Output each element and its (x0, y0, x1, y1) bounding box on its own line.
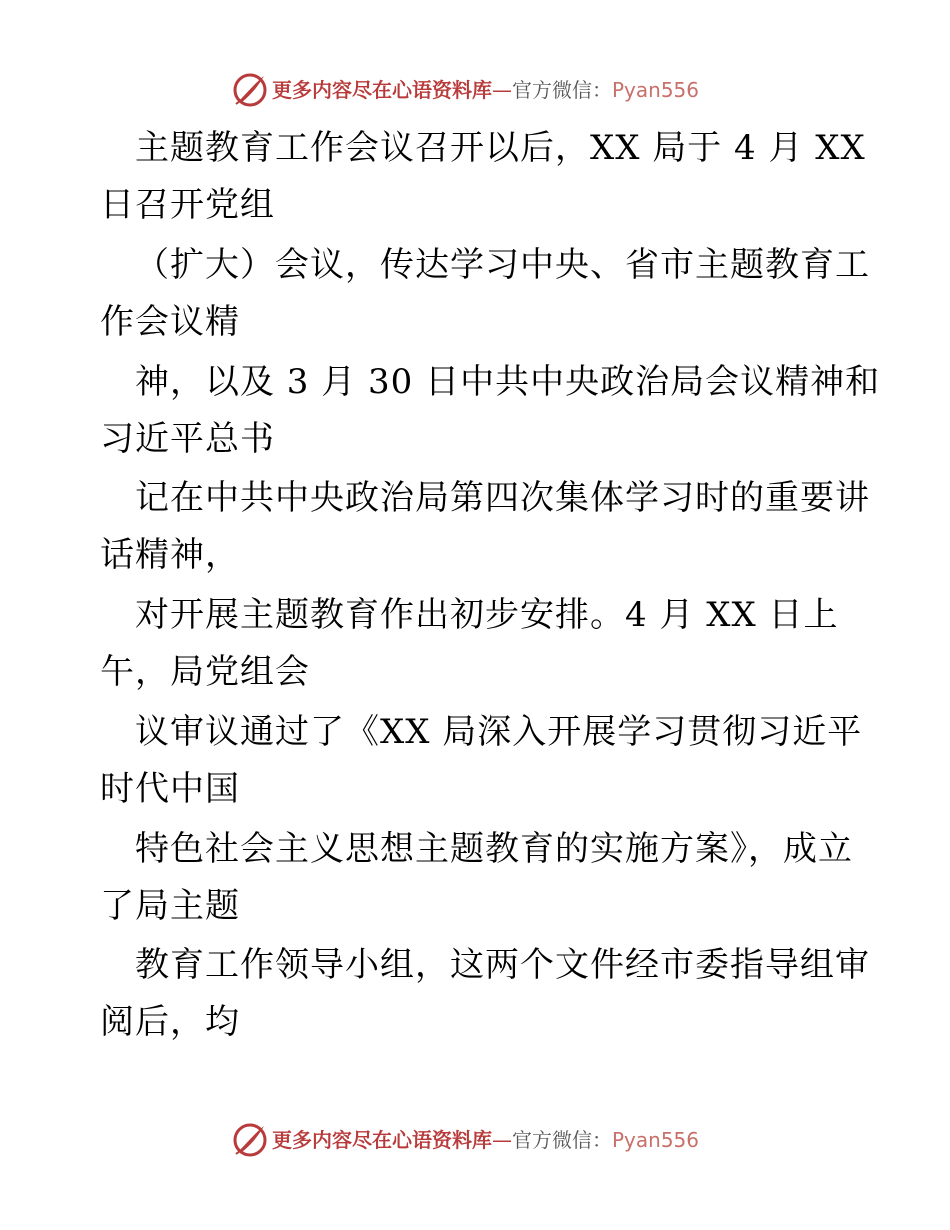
body-line: 时代中国 (100, 769, 240, 809)
body-line: 神，以及 3 月 30 日中共中央政治局会议精神和 (135, 362, 881, 402)
body-line: 特色社会主义思想主题教育的实施方案》，成立 (135, 829, 853, 869)
banner-official-label: 官方微信： (512, 1128, 612, 1152)
body-line: 作会议精 (100, 302, 240, 342)
banner-main-text: 更多内容尽在心语资料库 (272, 1128, 492, 1152)
body-line: 主题教育工作会议召开以后，XX 局于 4 月 XX (135, 128, 866, 168)
body-line: 对开展主题教育作出初步安排。4 月 XX 日上 (135, 595, 839, 635)
footer-banner (232, 1120, 699, 1160)
banner-dash: — (492, 78, 512, 102)
banner-main-text: 更多内容尽在心语资料库 (272, 78, 492, 102)
body-line: 午，局党组会 (100, 652, 310, 692)
body-line: （扩大）会议，传达学习中央、省市主题教育工 (135, 245, 870, 285)
body-line: 教育工作领导小组，这两个文件经市委指导组审 (135, 945, 870, 985)
banner-dash: — (492, 1128, 512, 1152)
body-line: 日召开党组 (100, 185, 275, 225)
body-line: 阅后，均 (100, 1002, 240, 1042)
body-line: 话精神， (100, 535, 240, 575)
quill-pen-logo-icon (232, 72, 268, 108)
quill-pen-logo-icon (232, 1122, 268, 1158)
banner-wechat-id: Pyan556 (612, 1128, 700, 1152)
banner-official-label: 官方微信： (512, 78, 612, 102)
body-line: 记在中共中央政治局第四次集体学习时的重要讲 (135, 478, 870, 518)
body-line: 了局主题 (100, 886, 240, 926)
body-line: 习近平总书 (100, 419, 275, 459)
header-banner (232, 70, 699, 110)
banner-wechat-id: Pyan556 (612, 78, 700, 102)
body-line: 议审议通过了《XX 局深入开展学习贯彻习近平 (135, 712, 863, 752)
